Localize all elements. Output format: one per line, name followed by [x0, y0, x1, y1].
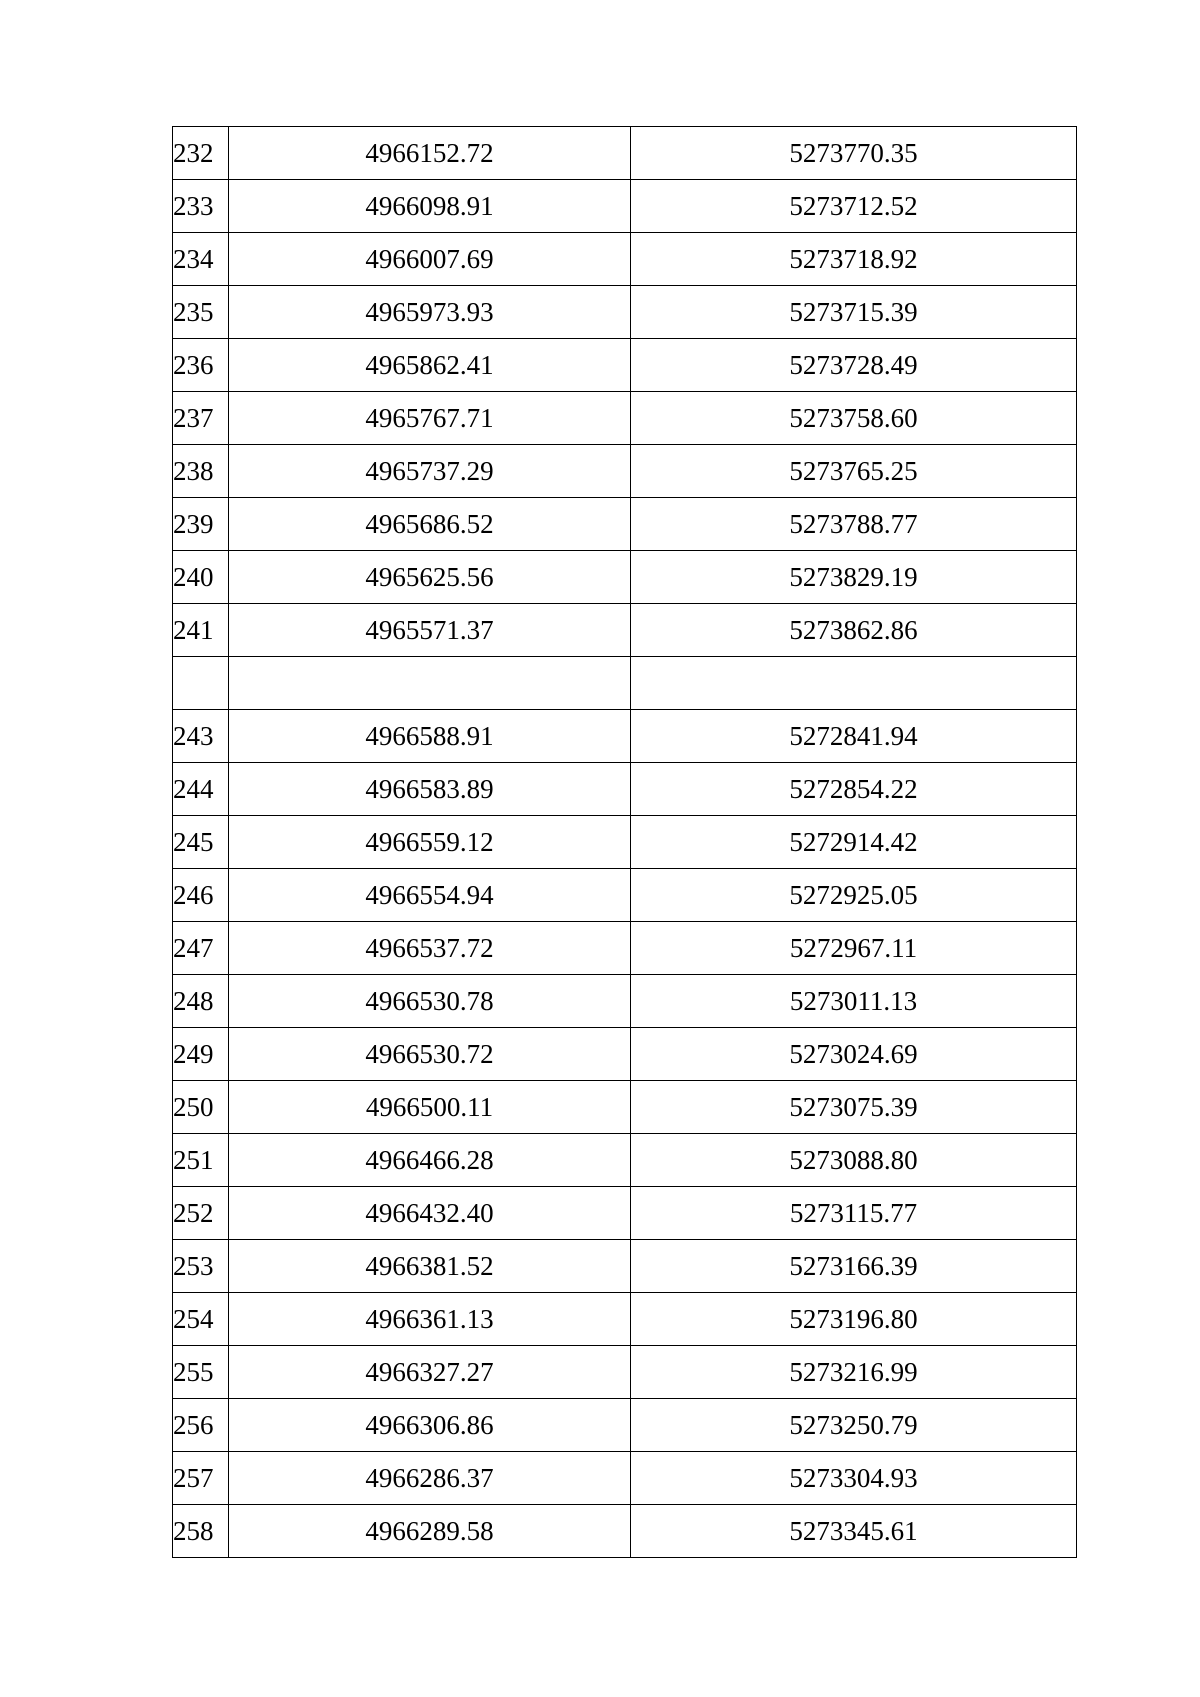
point-number-cell: 258: [173, 1505, 229, 1558]
x-coordinate-cell: 4966537.72: [229, 922, 631, 975]
table-row: [173, 922, 1077, 975]
point-number-cell: 247: [173, 922, 229, 975]
point-number-cell: 240: [173, 551, 229, 604]
x-coordinate-cell: 4966381.52: [229, 1240, 631, 1293]
y-coordinate-cell: 5273196.80: [631, 1293, 1077, 1346]
y-coordinate-cell: 5273075.39: [631, 1081, 1077, 1134]
table-row: [173, 657, 1077, 710]
table-row: [173, 392, 1077, 445]
x-coordinate-cell: 4966500.11: [229, 1081, 631, 1134]
x-coordinate-cell: 4966098.91: [229, 180, 631, 233]
point-number-cell: 253: [173, 1240, 229, 1293]
point-number-cell: 254: [173, 1293, 229, 1346]
x-coordinate-cell: 4966554.94: [229, 869, 631, 922]
y-coordinate-cell: 5273088.80: [631, 1134, 1077, 1187]
x-coordinate-cell: 4965625.56: [229, 551, 631, 604]
table-row: [173, 1240, 1077, 1293]
table-row: [173, 286, 1077, 339]
y-coordinate-cell: 5272925.05: [631, 869, 1077, 922]
table-row: [173, 1028, 1077, 1081]
x-coordinate-cell: [229, 657, 631, 710]
point-number-cell: 252: [173, 1187, 229, 1240]
y-coordinate-cell: [631, 657, 1077, 710]
point-number-cell: 234: [173, 233, 229, 286]
point-number-cell: 244: [173, 763, 229, 816]
y-coordinate-cell: 5272967.11: [631, 922, 1077, 975]
table-row: [173, 763, 1077, 816]
table-row: [173, 1399, 1077, 1452]
y-coordinate-cell: 5273712.52: [631, 180, 1077, 233]
y-coordinate-cell: 5273862.86: [631, 604, 1077, 657]
point-number-cell: 235: [173, 286, 229, 339]
point-number-cell: 250: [173, 1081, 229, 1134]
y-coordinate-cell: 5273011.13: [631, 975, 1077, 1028]
table-row: [173, 551, 1077, 604]
table-row: [173, 816, 1077, 869]
y-coordinate-cell: 5273765.25: [631, 445, 1077, 498]
point-number-cell: 238: [173, 445, 229, 498]
point-number-cell: 232: [173, 127, 229, 180]
x-coordinate-cell: 4965973.93: [229, 286, 631, 339]
x-coordinate-cell: 4966583.89: [229, 763, 631, 816]
x-coordinate-cell: 4965571.37: [229, 604, 631, 657]
y-coordinate-cell: 5273216.99: [631, 1346, 1077, 1399]
y-coordinate-cell: 5273166.39: [631, 1240, 1077, 1293]
point-number-cell: 245: [173, 816, 229, 869]
table-row: [173, 975, 1077, 1028]
point-number-cell: 248: [173, 975, 229, 1028]
x-coordinate-cell: 4966286.37: [229, 1452, 631, 1505]
y-coordinate-cell: 5273715.39: [631, 286, 1077, 339]
table-row: [173, 339, 1077, 392]
y-coordinate-cell: 5273758.60: [631, 392, 1077, 445]
table-row: [173, 127, 1077, 180]
x-coordinate-cell: 4966152.72: [229, 127, 631, 180]
table-row: [173, 604, 1077, 657]
table-row: [173, 1293, 1077, 1346]
y-coordinate-cell: 5273718.92: [631, 233, 1077, 286]
y-coordinate-cell: 5273770.35: [631, 127, 1077, 180]
x-coordinate-cell: 4966306.86: [229, 1399, 631, 1452]
y-coordinate-cell: 5273829.19: [631, 551, 1077, 604]
point-number-cell: 255: [173, 1346, 229, 1399]
x-coordinate-cell: 4966559.12: [229, 816, 631, 869]
x-coordinate-cell: 4966007.69: [229, 233, 631, 286]
table-row: [173, 1346, 1077, 1399]
x-coordinate-cell: 4965767.71: [229, 392, 631, 445]
point-number-cell: 237: [173, 392, 229, 445]
x-coordinate-cell: 4966327.27: [229, 1346, 631, 1399]
table-row: [173, 233, 1077, 286]
x-coordinate-cell: 4965862.41: [229, 339, 631, 392]
point-number-cell: 256: [173, 1399, 229, 1452]
x-coordinate-cell: 4966466.28: [229, 1134, 631, 1187]
table-row: [173, 869, 1077, 922]
x-coordinate-cell: 4966361.13: [229, 1293, 631, 1346]
table-row: [173, 1452, 1077, 1505]
coordinates-table: [172, 126, 1077, 1558]
x-coordinate-cell: 4966588.91: [229, 710, 631, 763]
point-number-cell: 243: [173, 710, 229, 763]
table-row: [173, 445, 1077, 498]
x-coordinate-cell: 4966432.40: [229, 1187, 631, 1240]
y-coordinate-cell: 5272841.94: [631, 710, 1077, 763]
y-coordinate-cell: 5272854.22: [631, 763, 1077, 816]
y-coordinate-cell: 5272914.42: [631, 816, 1077, 869]
table-row: [173, 1081, 1077, 1134]
y-coordinate-cell: 5273304.93: [631, 1452, 1077, 1505]
coordinates-table-body: [173, 127, 1077, 1558]
table-row: [173, 1505, 1077, 1558]
table-row: [173, 1187, 1077, 1240]
table-row: [173, 1134, 1077, 1187]
x-coordinate-cell: 4965737.29: [229, 445, 631, 498]
point-number-cell: 236: [173, 339, 229, 392]
y-coordinate-cell: 5273024.69: [631, 1028, 1077, 1081]
point-number-cell: 251: [173, 1134, 229, 1187]
point-number-cell: 239: [173, 498, 229, 551]
y-coordinate-cell: 5273728.49: [631, 339, 1077, 392]
x-coordinate-cell: 4966530.72: [229, 1028, 631, 1081]
y-coordinate-cell: 5273115.77: [631, 1187, 1077, 1240]
y-coordinate-cell: 5273345.61: [631, 1505, 1077, 1558]
point-number-cell: 241: [173, 604, 229, 657]
point-number-cell: 249: [173, 1028, 229, 1081]
x-coordinate-cell: 4966289.58: [229, 1505, 631, 1558]
point-number-cell: 257: [173, 1452, 229, 1505]
point-number-cell: [173, 657, 229, 710]
y-coordinate-cell: 5273788.77: [631, 498, 1077, 551]
point-number-cell: 233: [173, 180, 229, 233]
point-number-cell: 246: [173, 869, 229, 922]
table-row: [173, 180, 1077, 233]
x-coordinate-cell: 4965686.52: [229, 498, 631, 551]
y-coordinate-cell: 5273250.79: [631, 1399, 1077, 1452]
table-row: [173, 498, 1077, 551]
table-row: [173, 710, 1077, 763]
x-coordinate-cell: 4966530.78: [229, 975, 631, 1028]
